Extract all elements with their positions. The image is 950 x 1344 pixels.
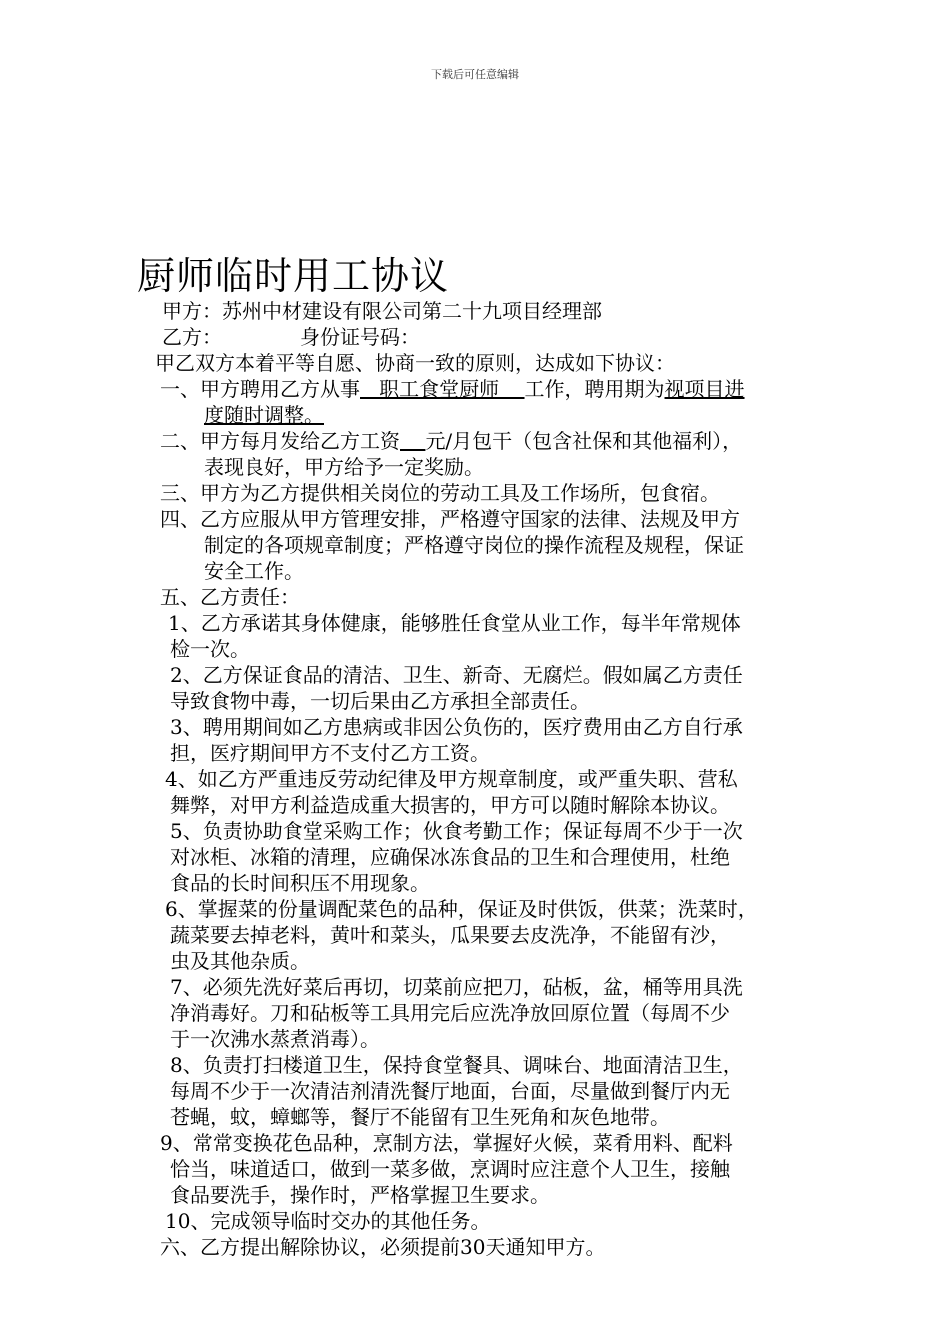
duty-6-line-1: 6、掌握菜的份量调配菜色的品种，保证及时供饭，供菜；洗菜时， bbox=[165, 897, 758, 921]
duty-9-line-3: 食品要洗手，操作时，严格掌握卫生要求。 bbox=[170, 1183, 550, 1207]
preamble: 甲乙双方本着平等自愿、协商一致的原则，达成如下协议： bbox=[155, 351, 675, 375]
duty-9-line-1: 9、常常变换花色品种，烹制方法，掌握好火候，菜肴用料、配料 bbox=[160, 1131, 733, 1155]
duty-6-line-2: 蔬菜要去掉老料，黄叶和菜头，瓜果要去皮洗净，不能留有沙， bbox=[170, 923, 730, 947]
clause-6: 六、乙方提出解除协议，必须提前30天通知甲方。 bbox=[160, 1235, 606, 1259]
clause-4-line-3: 安全工作。 bbox=[204, 559, 304, 583]
clause-1-mid: 工作，聘用期为 bbox=[524, 377, 665, 401]
duty-4-line-2: 舞弊，对甲方利益造成重大损害的，甲方可以随时解除本协议。 bbox=[170, 793, 730, 817]
clause-4-line-1: 四、乙方应服从甲方管理安排，严格遵守国家的法律、法规及甲方 bbox=[160, 507, 740, 531]
duty-6-line-3: 虫及其他杂质。 bbox=[170, 949, 310, 973]
duty-8-line-2: 每周不少于一次清洁剂清洗餐厅地面，台面，尽量做到餐厅内无 bbox=[170, 1079, 730, 1103]
duty-1-line-2: 检一次。 bbox=[170, 637, 250, 661]
document-title: 厨师临时用工协议 bbox=[137, 254, 450, 298]
header-note: 下载后可任意编辑 bbox=[431, 68, 519, 81]
term-field-part-2: 度随时调整。 bbox=[204, 403, 324, 427]
duty-5-line-3: 食品的长时间积压不用现象。 bbox=[170, 871, 430, 895]
clause-4-line-2: 制定的各项规章制度；严格遵守岗位的操作流程及规程，保证 bbox=[204, 533, 744, 557]
duty-7-line-3: 于一次沸水蒸煮消毒）。 bbox=[170, 1027, 380, 1051]
duty-8-line-1: 8、负责打扫楼道卫生，保持食堂餐具、调味台、地面清洁卫生， bbox=[170, 1053, 743, 1077]
clause-2-suffix: 元/月包干（包含社保和其他福利）， bbox=[425, 429, 743, 453]
duty-3-line-1: 3、聘用期间如乙方患病或非因公负伤的，医疗费用由乙方自行承 bbox=[170, 715, 743, 739]
clause-2-line-1 bbox=[160, 428, 742, 454]
party-b-label: 乙方： bbox=[162, 325, 222, 349]
duty-2-line-2: 导致食物中毒，一切后果由乙方承担全部责任。 bbox=[170, 689, 590, 713]
duty-2-line-1: 2、乙方保证食品的清洁、卫生、新奇、无腐烂。假如属乙方责任 bbox=[170, 663, 743, 687]
clause-2-line-2: 表现良好，甲方给予一定奖励。 bbox=[204, 455, 484, 479]
party-a-line: 甲方：苏州中材建设有限公司第二十九项目经理部 bbox=[162, 299, 602, 323]
job-title-field: 职工食堂厨师 bbox=[360, 377, 525, 401]
duty-7-line-1: 7、必须先洗好菜后再切，切菜前应把刀，砧板，盆，桶等用具洗 bbox=[170, 975, 743, 999]
term-field-part-1: 视项目进 bbox=[664, 377, 745, 401]
id-number-label: 身份证号码： bbox=[300, 325, 420, 349]
clause-3: 三、甲方为乙方提供相关岗位的劳动工具及工作场所，包食宿。 bbox=[160, 481, 720, 505]
duty-4-line-1: 4、如乙方严重违反劳动纪律及甲方规章制度，或严重失职、营私 bbox=[165, 767, 738, 791]
duty-10: 10、完成领导临时交办的其他任务。 bbox=[165, 1209, 491, 1233]
duty-8-line-3: 苍蝇，蚊，蟑螂等，餐厅不能留有卫生死角和灰色地带。 bbox=[170, 1105, 670, 1129]
salary-blank bbox=[400, 429, 425, 453]
clause-2-prefix: 二、甲方每月发给乙方工资 bbox=[160, 429, 400, 453]
duty-1-line-1: 1、乙方承诺其身体健康，能够胜任食堂从业工作，每半年常规体 bbox=[168, 611, 741, 635]
duty-5-line-2: 对冰柜、冰箱的清理，应确保冰冻食品的卫生和合理使用，杜绝 bbox=[170, 845, 730, 869]
duty-7-line-2: 净消毒好。刀和砧板等工具用完后应洗净放回原位置（每周不少 bbox=[170, 1001, 730, 1025]
duty-9-line-2: 恰当，味道适口，做到一菜多做，烹调时应注意个人卫生，接触 bbox=[170, 1157, 730, 1181]
clause-1-line-1 bbox=[160, 376, 745, 402]
clause-1-prefix: 一、甲方聘用乙方从事 bbox=[160, 377, 360, 401]
clause-5-heading: 五、乙方责任： bbox=[160, 585, 300, 609]
duty-5-line-1: 5、负责协助食堂采购工作；伙食考勤工作；保证每周不少于一次 bbox=[170, 819, 743, 843]
duty-3-line-2: 担，医疗期间甲方不支付乙方工资。 bbox=[170, 741, 490, 765]
